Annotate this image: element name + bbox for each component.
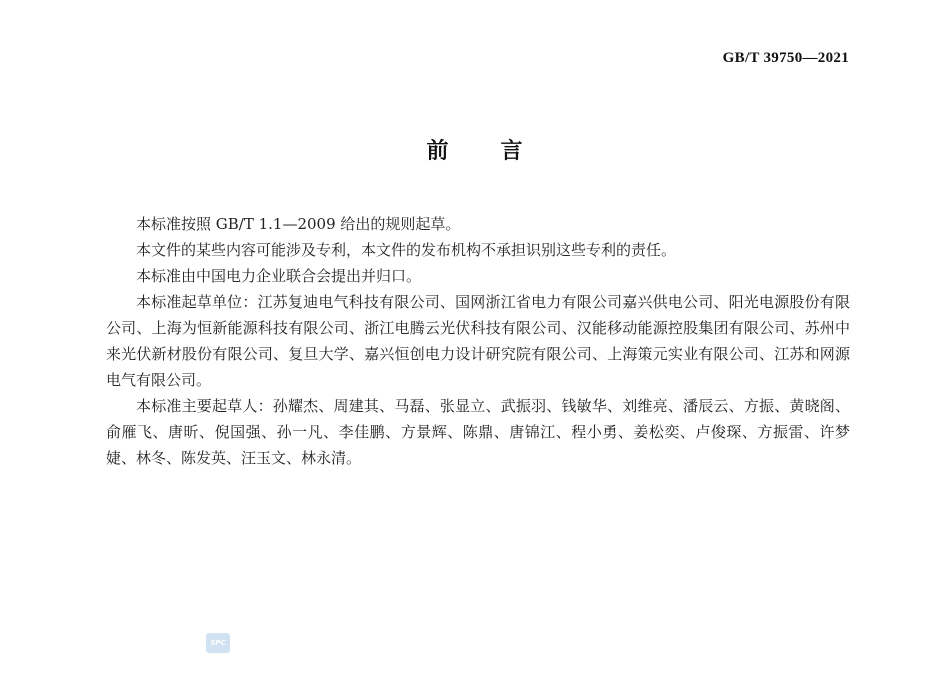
paragraph-drafting-rules: 本标准按照 GB/T 1.1—2009 给出的规则起草。 [136, 215, 461, 233]
paragraph-drafters: 本标准主要起草人：孙耀杰、周建其、马磊、张显立、武振羽、钱敏华、刘维亮、潘辰云、方振、黄晓阁、俞雁飞、唐昕、倪国强、孙一凡、李佳鹏、方景辉、陈鼎、唐锦江、程小勇、姜松奕、卢俊琛、方振雷、许梦婕、林冬、陈发英、汪玉文、林永清。 [106, 397, 850, 467]
publisher-logo-icon [206, 633, 230, 653]
paragraph-drafting-units: 本标准起草单位：江苏复迪电气科技有限公司、国网浙江省电力有限公司嘉兴供电公司、阳光电源股份有限公司、上海为恒新能源科技有限公司、浙江电腾云光伏科技有限公司、汉能移动能源控股集团有限公司、苏州中来光伏新材股份有限公司、复旦大学、嘉兴恒创电力设计研究院有限公司、上海策元实业有限公司、江苏和网源电气有限公司。 [106, 293, 850, 389]
standard-number: GB/T 39750—2021 [722, 50, 849, 66]
publisher-logo-text: SPC [210, 639, 226, 647]
page-title: 前言 [426, 139, 575, 164]
paragraph-proposer: 本标准由中国电力企业联合会提出并归口。 [136, 267, 422, 285]
paragraph-patent-notice: 本文件的某些内容可能涉及专利，本文件的发布机构不承担识别这些专利的责任。 [136, 241, 677, 259]
document-body [106, 211, 850, 471]
